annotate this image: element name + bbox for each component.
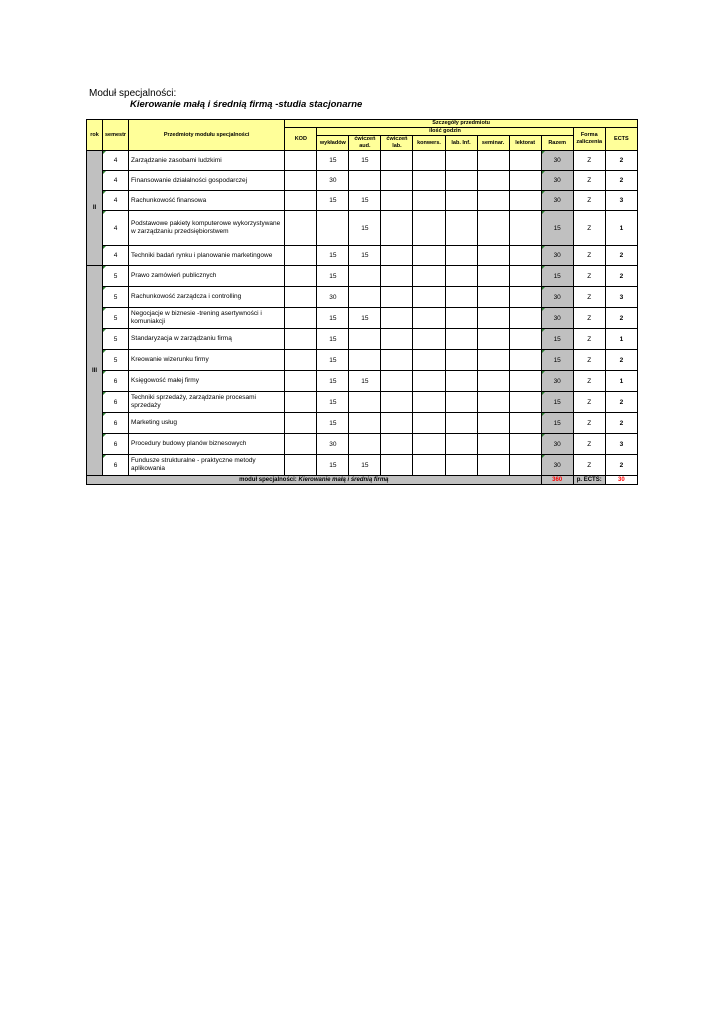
semester-cell: 6 xyxy=(103,392,129,413)
cwiczen-lab-cell xyxy=(381,246,413,266)
cwiczen-aud-cell xyxy=(349,329,381,350)
lab-inf-cell xyxy=(445,171,477,191)
wykladow-cell: 30 xyxy=(317,287,349,308)
ects-cell: 1 xyxy=(605,329,637,350)
cwiczen-lab-cell xyxy=(381,392,413,413)
table-row xyxy=(87,287,638,308)
header-rok: rok xyxy=(87,120,103,151)
table-row xyxy=(87,455,638,476)
cwiczen-aud-cell: 15 xyxy=(349,371,381,392)
summary-row xyxy=(87,476,638,485)
konwers-cell xyxy=(413,151,445,171)
subject-name: Rachunkowość zarządcza i controlling xyxy=(129,287,285,308)
ects-cell: 2 xyxy=(605,171,637,191)
semester-cell: 6 xyxy=(103,455,129,476)
header-cwiczen-aud: ćwiczeń aud. xyxy=(349,136,381,151)
semester-cell: 6 xyxy=(103,434,129,455)
header-ilosc-godzin: ilość godzin xyxy=(317,128,573,136)
cwiczen-aud-cell: 15 xyxy=(349,246,381,266)
cwiczen-aud-cell: 15 xyxy=(349,308,381,329)
header-cwiczen-lab: ćwiczeń lab. xyxy=(381,136,413,151)
header-semestr: semestr xyxy=(103,120,129,151)
table-row xyxy=(87,413,638,434)
forma-cell: Z xyxy=(573,392,605,413)
cwiczen-lab-cell xyxy=(381,455,413,476)
lab-inf-cell xyxy=(445,413,477,434)
forma-cell: Z xyxy=(573,371,605,392)
lab-inf-cell xyxy=(445,371,477,392)
cwiczen-aud-cell xyxy=(349,434,381,455)
cwiczen-aud-cell xyxy=(349,266,381,287)
forma-cell: Z xyxy=(573,350,605,371)
cwiczen-aud-cell: 15 xyxy=(349,211,381,246)
ects-cell: 2 xyxy=(605,413,637,434)
kod-cell xyxy=(285,434,317,455)
header-przedmioty: Przedmioty modułu specjalności xyxy=(129,120,285,151)
lektorat-cell xyxy=(509,266,541,287)
forma-cell: Z xyxy=(573,413,605,434)
subject-name: Prawo zamówień publicznych xyxy=(129,266,285,287)
cwiczen-lab-cell xyxy=(381,171,413,191)
cwiczen-lab-cell xyxy=(381,191,413,211)
kod-cell xyxy=(285,266,317,287)
semester-cell: 4 xyxy=(103,191,129,211)
razem-cell: 30 xyxy=(541,434,573,455)
seminar-cell xyxy=(477,413,509,434)
semester-cell: 4 xyxy=(103,211,129,246)
ects-cell: 3 xyxy=(605,191,637,211)
konwers-cell xyxy=(413,171,445,191)
ects-cell: 2 xyxy=(605,350,637,371)
wykladow-cell: 15 xyxy=(317,308,349,329)
konwers-cell xyxy=(413,266,445,287)
table-row xyxy=(87,151,638,171)
lab-inf-cell xyxy=(445,350,477,371)
razem-cell: 15 xyxy=(541,350,573,371)
semester-cell: 6 xyxy=(103,413,129,434)
seminar-cell xyxy=(477,151,509,171)
lab-inf-cell xyxy=(445,308,477,329)
header-forma: Forma zaliczenia xyxy=(573,128,605,151)
table-row xyxy=(87,350,638,371)
table-row xyxy=(87,246,638,266)
table-row xyxy=(87,266,638,287)
seminar-cell xyxy=(477,329,509,350)
razem-cell: 15 xyxy=(541,329,573,350)
lektorat-cell xyxy=(509,171,541,191)
wykladow-cell: 15 xyxy=(317,266,349,287)
cwiczen-lab-cell xyxy=(381,211,413,246)
forma-cell: Z xyxy=(573,151,605,171)
kod-cell xyxy=(285,329,317,350)
razem-cell: 30 xyxy=(541,455,573,476)
razem-cell: 30 xyxy=(541,371,573,392)
semester-cell: 5 xyxy=(103,329,129,350)
seminar-cell xyxy=(477,434,509,455)
summary-label-module: Kierowanie małą i średnią firmą xyxy=(296,477,389,483)
subject-name: Finansowanie działalności gospodarczej xyxy=(129,171,285,191)
konwers-cell xyxy=(413,246,445,266)
curriculum-table xyxy=(86,119,638,485)
cwiczen-aud-cell xyxy=(349,350,381,371)
table-row xyxy=(87,329,638,350)
forma-cell: Z xyxy=(573,191,605,211)
razem-cell: 30 xyxy=(541,287,573,308)
cwiczen-aud-cell: 15 xyxy=(349,151,381,171)
ects-total-label: p. ECTS: xyxy=(573,476,605,485)
seminar-cell xyxy=(477,246,509,266)
forma-cell: Z xyxy=(573,308,605,329)
lab-inf-cell xyxy=(445,191,477,211)
semester-cell: 4 xyxy=(103,246,129,266)
header-razem: Razem xyxy=(541,136,573,151)
wykladow-cell: 30 xyxy=(317,434,349,455)
subject-name: Fundusze strukturalne - praktyczne metody aplikowania xyxy=(129,455,285,476)
ects-cell: 2 xyxy=(605,246,637,266)
wykladow-cell: 15 xyxy=(317,392,349,413)
wykladow-cell: 15 xyxy=(317,413,349,434)
kod-cell xyxy=(285,151,317,171)
kod-cell xyxy=(285,371,317,392)
lektorat-cell xyxy=(509,191,541,211)
konwers-cell xyxy=(413,191,445,211)
header-szczegoly: Szczegóły przedmiotu xyxy=(285,120,638,128)
razem-cell: 15 xyxy=(541,266,573,287)
cwiczen-lab-cell xyxy=(381,413,413,434)
subject-name: Techniki sprzedaży, zarządzanie procesami sprzedaży xyxy=(129,392,285,413)
header-konwers: konwers. xyxy=(413,136,445,151)
semester-cell: 5 xyxy=(103,266,129,287)
semester-cell: 5 xyxy=(103,308,129,329)
lektorat-cell xyxy=(509,246,541,266)
konwers-cell xyxy=(413,371,445,392)
seminar-cell xyxy=(477,455,509,476)
subject-name: Negocjacje w biznesie -trening asertywności i komuniakcji xyxy=(129,308,285,329)
lektorat-cell xyxy=(509,434,541,455)
kod-cell xyxy=(285,171,317,191)
subject-name: Standaryzacja w zarządzaniu firmą xyxy=(129,329,285,350)
kod-cell xyxy=(285,413,317,434)
seminar-cell xyxy=(477,266,509,287)
ects-cell: 2 xyxy=(605,308,637,329)
module-heading: Moduł specjalności: xyxy=(89,88,177,99)
header-seminar: seminar. xyxy=(477,136,509,151)
wykladow-cell: 15 xyxy=(317,455,349,476)
lektorat-cell xyxy=(509,287,541,308)
razem-cell: 15 xyxy=(541,211,573,246)
table-row xyxy=(87,392,638,413)
lab-inf-cell xyxy=(445,266,477,287)
subject-name: Procedury budowy planów biznesowych xyxy=(129,434,285,455)
wykladow-cell xyxy=(317,211,349,246)
ects-cell: 3 xyxy=(605,434,637,455)
lab-inf-cell xyxy=(445,211,477,246)
cwiczen-aud-cell: 15 xyxy=(349,455,381,476)
seminar-cell xyxy=(477,171,509,191)
wykladow-cell: 15 xyxy=(317,246,349,266)
wykladow-cell: 15 xyxy=(317,350,349,371)
wykladow-cell: 15 xyxy=(317,151,349,171)
lektorat-cell xyxy=(509,151,541,171)
header-lektorat: lektorat xyxy=(509,136,541,151)
lab-inf-cell xyxy=(445,392,477,413)
subject-name: Zarządzanie zasobami ludzkimi xyxy=(129,151,285,171)
ects-cell: 3 xyxy=(605,287,637,308)
forma-cell: Z xyxy=(573,211,605,246)
kod-cell xyxy=(285,211,317,246)
kod-cell xyxy=(285,350,317,371)
lab-inf-cell xyxy=(445,434,477,455)
lektorat-cell xyxy=(509,329,541,350)
lektorat-cell xyxy=(509,211,541,246)
konwers-cell xyxy=(413,413,445,434)
cwiczen-aud-cell xyxy=(349,171,381,191)
cwiczen-lab-cell xyxy=(381,350,413,371)
ects-cell: 2 xyxy=(605,455,637,476)
cwiczen-lab-cell xyxy=(381,151,413,171)
lab-inf-cell xyxy=(445,151,477,171)
total-hours: 360 xyxy=(541,476,573,485)
wykladow-cell: 15 xyxy=(317,191,349,211)
forma-cell: Z xyxy=(573,266,605,287)
cwiczen-aud-cell: 15 xyxy=(349,191,381,211)
semester-cell: 6 xyxy=(103,371,129,392)
lab-inf-cell xyxy=(445,287,477,308)
cwiczen-lab-cell xyxy=(381,434,413,455)
ects-cell: 1 xyxy=(605,211,637,246)
table-row xyxy=(87,211,638,246)
header-ects: ECTS xyxy=(605,128,637,151)
summary-label-prefix: moduł specjalności: xyxy=(239,477,297,483)
wykladow-cell: 15 xyxy=(317,329,349,350)
cwiczen-aud-cell xyxy=(349,413,381,434)
lektorat-cell xyxy=(509,350,541,371)
table-row xyxy=(87,371,638,392)
konwers-cell xyxy=(413,211,445,246)
ects-cell: 2 xyxy=(605,151,637,171)
seminar-cell xyxy=(477,191,509,211)
lab-inf-cell xyxy=(445,329,477,350)
ects-total-value: 30 xyxy=(605,476,637,485)
semester-cell: 5 xyxy=(103,287,129,308)
table-row xyxy=(87,434,638,455)
cwiczen-lab-cell xyxy=(381,329,413,350)
forma-cell: Z xyxy=(573,329,605,350)
konwers-cell xyxy=(413,434,445,455)
konwers-cell xyxy=(413,329,445,350)
seminar-cell xyxy=(477,371,509,392)
seminar-cell xyxy=(477,211,509,246)
cwiczen-aud-cell xyxy=(349,287,381,308)
cwiczen-lab-cell xyxy=(381,308,413,329)
cwiczen-lab-cell xyxy=(381,287,413,308)
lab-inf-cell xyxy=(445,246,477,266)
konwers-cell xyxy=(413,350,445,371)
subject-name: Rachunkowość finansowa xyxy=(129,191,285,211)
seminar-cell xyxy=(477,308,509,329)
forma-cell: Z xyxy=(573,434,605,455)
subject-name: Księgowość małej firmy xyxy=(129,371,285,392)
razem-cell: 15 xyxy=(541,392,573,413)
lektorat-cell xyxy=(509,392,541,413)
subject-name: Kreowanie wizerunku firmy xyxy=(129,350,285,371)
year-cell-iii: III xyxy=(87,266,103,476)
ects-cell: 2 xyxy=(605,266,637,287)
summary-label xyxy=(87,476,542,485)
semester-cell: 4 xyxy=(103,171,129,191)
razem-cell: 30 xyxy=(541,171,573,191)
header-kod: KOD xyxy=(285,128,317,151)
kod-cell xyxy=(285,308,317,329)
seminar-cell xyxy=(477,392,509,413)
seminar-cell xyxy=(477,287,509,308)
wykladow-cell: 15 xyxy=(317,371,349,392)
razem-cell: 30 xyxy=(541,308,573,329)
konwers-cell xyxy=(413,308,445,329)
seminar-cell xyxy=(477,350,509,371)
year-cell-ii: II xyxy=(87,151,103,266)
kod-cell xyxy=(285,455,317,476)
forma-cell: Z xyxy=(573,455,605,476)
kod-cell xyxy=(285,246,317,266)
cwiczen-lab-cell xyxy=(381,371,413,392)
konwers-cell xyxy=(413,392,445,413)
ects-cell: 2 xyxy=(605,392,637,413)
semester-cell: 4 xyxy=(103,151,129,171)
konwers-cell xyxy=(413,287,445,308)
cwiczen-aud-cell xyxy=(349,392,381,413)
forma-cell: Z xyxy=(573,246,605,266)
subject-name: Techniki badań rynku i planowanie marketingowe xyxy=(129,246,285,266)
razem-cell: 30 xyxy=(541,191,573,211)
lektorat-cell xyxy=(509,455,541,476)
lektorat-cell xyxy=(509,308,541,329)
kod-cell xyxy=(285,392,317,413)
razem-cell: 30 xyxy=(541,246,573,266)
subject-name: Marketing usług xyxy=(129,413,285,434)
table-row xyxy=(87,171,638,191)
razem-cell: 30 xyxy=(541,151,573,171)
lektorat-cell xyxy=(509,371,541,392)
lektorat-cell xyxy=(509,413,541,434)
table-row xyxy=(87,191,638,211)
module-subheading: Kierowanie małą i średnią firmą -studia stacjonarne xyxy=(130,99,363,110)
konwers-cell xyxy=(413,455,445,476)
kod-cell xyxy=(285,287,317,308)
semester-cell: 5 xyxy=(103,350,129,371)
lab-inf-cell xyxy=(445,455,477,476)
header-lab-inf: lab. Inf. xyxy=(445,136,477,151)
wykladow-cell: 30 xyxy=(317,171,349,191)
razem-cell: 15 xyxy=(541,413,573,434)
cwiczen-lab-cell xyxy=(381,266,413,287)
table-row xyxy=(87,308,638,329)
subject-name: Podstawowe pakiety komputerowe wykorzystywane w zarządzaniu przedsiębiorstwem xyxy=(129,211,285,246)
header-wykladow: wykładów xyxy=(317,136,349,151)
kod-cell xyxy=(285,191,317,211)
forma-cell: Z xyxy=(573,287,605,308)
forma-cell: Z xyxy=(573,171,605,191)
ects-cell: 1 xyxy=(605,371,637,392)
